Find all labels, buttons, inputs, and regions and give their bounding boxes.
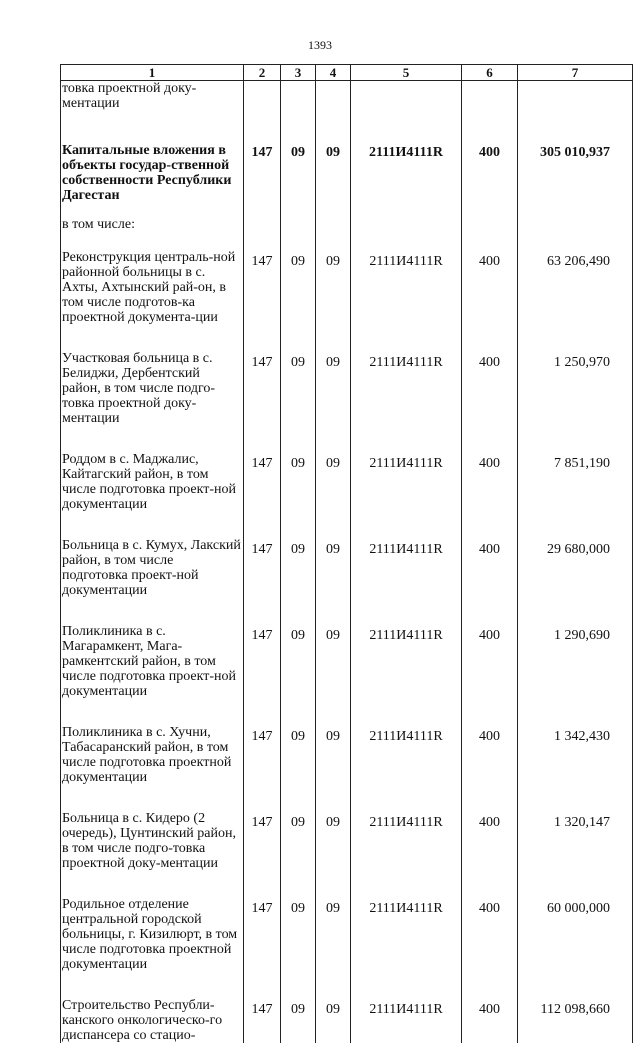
- row-subchapter-code: 09: [316, 333, 351, 434]
- row-target-code: 2111И4111R: [351, 980, 462, 1043]
- row-section-code: 147: [244, 520, 281, 606]
- row-amount: 1 290,690: [518, 606, 633, 707]
- row-section-code: 147: [244, 333, 281, 434]
- budget-table: [60, 64, 633, 1043]
- row-target-code: [351, 217, 462, 232]
- row-amount: 1 342,430: [518, 707, 633, 793]
- table-row: [61, 333, 633, 434]
- table-row: [61, 434, 633, 520]
- row-amount: [518, 217, 633, 232]
- row-chapter-code: 09: [281, 232, 316, 333]
- row-chapter-code: 09: [281, 520, 316, 606]
- row-name: Строительство Республи-канского онкологическо-го диспансера со стацио-: [61, 980, 244, 1043]
- row-name: Родильное отделение центральной городской больницы, г. Кизилюрт, в том числе подготовка проектной документации: [61, 879, 244, 980]
- row-chapter-code: 09: [281, 123, 316, 217]
- row-subchapter-code: [316, 81, 351, 124]
- row-name: товка проектной доку- ментации: [61, 81, 244, 124]
- row-section-code: [244, 81, 281, 124]
- row-amount: 60 000,000: [518, 879, 633, 980]
- row-amount: 305 010,937: [518, 123, 633, 217]
- row-amount: 112 098,660: [518, 980, 633, 1043]
- row-expense-type: [462, 81, 518, 124]
- row-subchapter-code: 09: [316, 879, 351, 980]
- row-amount: 1 320,147: [518, 793, 633, 879]
- row-chapter-code: [281, 217, 316, 232]
- row-name: Реконструкция централь-ной районной больницы в с. Ахты, Ахтынский рай-он, в том числе подготов-ка проектной документа-ции: [61, 232, 244, 333]
- row-expense-type: 400: [462, 606, 518, 707]
- row-amount: 1 250,970: [518, 333, 633, 434]
- row-chapter-code: 09: [281, 707, 316, 793]
- table-row: [61, 879, 633, 980]
- row-chapter-code: 09: [281, 606, 316, 707]
- row-name: в том числе:: [61, 217, 244, 232]
- column-header: 2: [244, 65, 281, 81]
- row-target-code: 2111И4111R: [351, 707, 462, 793]
- row-amount: 7 851,190: [518, 434, 633, 520]
- row-target-code: [351, 81, 462, 124]
- row-chapter-code: 09: [281, 879, 316, 980]
- row-subchapter-code: 09: [316, 707, 351, 793]
- row-expense-type: 400: [462, 520, 518, 606]
- row-target-code: 2111И4111R: [351, 232, 462, 333]
- row-subchapter-code: 09: [316, 606, 351, 707]
- row-chapter-code: [281, 81, 316, 124]
- row-section-code: 147: [244, 606, 281, 707]
- column-header: 7: [518, 65, 633, 81]
- row-section-code: 147: [244, 879, 281, 980]
- table-row: [61, 232, 633, 333]
- column-header: 6: [462, 65, 518, 81]
- row-section-code: [244, 217, 281, 232]
- table-row: [61, 123, 633, 217]
- row-expense-type: 400: [462, 879, 518, 980]
- row-chapter-code: 09: [281, 434, 316, 520]
- row-target-code: 2111И4111R: [351, 434, 462, 520]
- row-section-code: 147: [244, 980, 281, 1043]
- table-row: [61, 980, 633, 1043]
- row-subchapter-code: 09: [316, 232, 351, 333]
- row-name: Больница в с. Кумух, Лакский район, в том числе подготовка проект-ной документации: [61, 520, 244, 606]
- row-chapter-code: 09: [281, 793, 316, 879]
- row-expense-type: 400: [462, 434, 518, 520]
- row-section-code: 147: [244, 434, 281, 520]
- table-row: [61, 793, 633, 879]
- column-header: 5: [351, 65, 462, 81]
- row-target-code: 2111И4111R: [351, 520, 462, 606]
- row-subchapter-code: 09: [316, 520, 351, 606]
- table-row: [61, 606, 633, 707]
- row-name: Участковая больница в с. Белиджи, Дербентский район, в том числе подго-товка проектной доку-ментации: [61, 333, 244, 434]
- row-target-code: 2111И4111R: [351, 333, 462, 434]
- row-target-code: 2111И4111R: [351, 123, 462, 217]
- row-section-code: 147: [244, 707, 281, 793]
- row-name: Больница в с. Кидеро (2 очередь), Цунтинский район, в том числе подго-товка проектной доку-ментации: [61, 793, 244, 879]
- row-expense-type: 400: [462, 980, 518, 1043]
- row-amount: 63 206,490: [518, 232, 633, 333]
- column-header: 4: [316, 65, 351, 81]
- row-amount: [518, 81, 633, 124]
- row-section-code: 147: [244, 123, 281, 217]
- row-subchapter-code: 09: [316, 434, 351, 520]
- row-name: Роддом в с. Маджалис, Кайтагский район, в том числе подготовка проект-ной документации: [61, 434, 244, 520]
- column-header: 1: [61, 65, 244, 81]
- page-number: 1393: [308, 38, 332, 52]
- row-subchapter-code: 09: [316, 123, 351, 217]
- table-row: [61, 520, 633, 606]
- row-subchapter-code: 09: [316, 980, 351, 1043]
- column-header: 3: [281, 65, 316, 81]
- row-expense-type: [462, 217, 518, 232]
- row-subchapter-code: [316, 217, 351, 232]
- row-expense-type: 400: [462, 232, 518, 333]
- row-name: Капитальные вложения в объекты государ-ственной собственности Республики Дагестан: [61, 123, 244, 217]
- row-chapter-code: 09: [281, 980, 316, 1043]
- table-row: [61, 81, 633, 124]
- table-row: [61, 707, 633, 793]
- row-expense-type: 400: [462, 123, 518, 217]
- row-target-code: 2111И4111R: [351, 879, 462, 980]
- row-name: Поликлиника в с. Магарамкент, Мага-рамкентский район, в том числе подготовка проект-ной документации: [61, 606, 244, 707]
- row-expense-type: 400: [462, 707, 518, 793]
- row-section-code: 147: [244, 793, 281, 879]
- row-section-code: 147: [244, 232, 281, 333]
- row-target-code: 2111И4111R: [351, 793, 462, 879]
- row-chapter-code: 09: [281, 333, 316, 434]
- row-expense-type: 400: [462, 333, 518, 434]
- column-number-header: [61, 65, 633, 81]
- row-subchapter-code: 09: [316, 793, 351, 879]
- row-amount: 29 680,000: [518, 520, 633, 606]
- row-target-code: 2111И4111R: [351, 606, 462, 707]
- row-expense-type: 400: [462, 793, 518, 879]
- row-name: Поликлиника в с. Хучни, Табасаранский район, в том числе подготовка проектной документации: [61, 707, 244, 793]
- table-row: [61, 217, 633, 232]
